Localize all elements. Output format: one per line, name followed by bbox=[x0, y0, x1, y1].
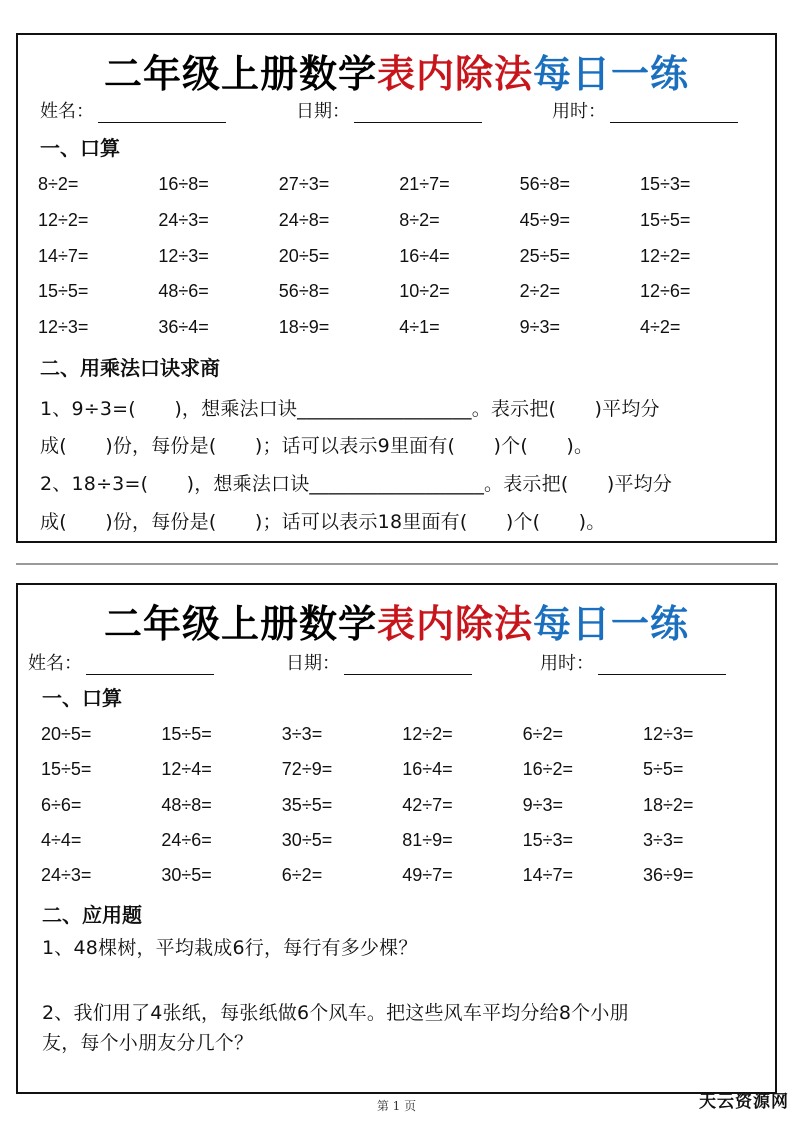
calc-item: 48÷8= bbox=[161, 794, 212, 815]
calc-item: 36÷9= bbox=[643, 865, 694, 886]
title-part-grade: 二年级上册数学 bbox=[103, 602, 377, 646]
calc-item: 42÷7= bbox=[402, 794, 453, 815]
calc-item: 48÷6= bbox=[158, 281, 209, 302]
calc-item: 20÷5= bbox=[41, 724, 92, 744]
date-blank[interactable] bbox=[354, 102, 482, 123]
question-line-3: 2、18÷3=( )，想乘法口诀__________________。表示把( )平均分 bbox=[40, 473, 673, 495]
calc-item: 3÷3= bbox=[281, 724, 323, 744]
time-blank[interactable] bbox=[598, 654, 726, 675]
calc-item: 3÷3= bbox=[643, 829, 684, 850]
date-blank[interactable] bbox=[344, 654, 472, 675]
calc-item: 12÷2= bbox=[38, 209, 89, 230]
calc-item: 56÷8= bbox=[278, 281, 330, 302]
name-field[interactable] bbox=[28, 649, 214, 675]
calc-item: 36÷4= bbox=[158, 317, 209, 338]
calc-item: 9÷3= bbox=[522, 794, 564, 815]
calc-item: 8÷2= bbox=[38, 174, 79, 194]
calc-item: 14÷7= bbox=[38, 245, 89, 266]
page-divider bbox=[16, 563, 778, 565]
calc-item: 15÷5= bbox=[161, 724, 212, 744]
calc-item: 12÷2= bbox=[640, 245, 691, 266]
calc-item: 2÷2= bbox=[519, 281, 561, 302]
calc-item: 10÷2= bbox=[399, 281, 450, 302]
calc-item: 12÷6= bbox=[640, 281, 691, 302]
calc-item: 30÷5= bbox=[281, 829, 333, 850]
calc-item: 12÷3= bbox=[643, 724, 694, 744]
section-heading-oral: 一、口算 bbox=[42, 686, 122, 710]
calc-item: 4÷1= bbox=[399, 317, 440, 338]
question-line-1: 1、9÷3=( )，想乘法口诀__________________。表示把( )平均分 bbox=[40, 398, 660, 420]
info-row bbox=[18, 649, 775, 679]
calc-item: 27÷3= bbox=[278, 174, 330, 194]
date-label: 日期： bbox=[296, 101, 350, 122]
date-field[interactable] bbox=[286, 649, 472, 675]
calc-item: 9÷3= bbox=[519, 317, 561, 338]
calc-item: 35÷5= bbox=[281, 794, 333, 815]
calc-item: 6÷2= bbox=[281, 865, 323, 886]
calc-item: 16÷4= bbox=[399, 245, 450, 266]
calc-item: 24÷8= bbox=[278, 209, 330, 230]
time-field[interactable] bbox=[552, 97, 738, 123]
calc-item: 25÷5= bbox=[519, 245, 571, 266]
calc-item: 15÷3= bbox=[640, 174, 691, 194]
calc-item: 18÷9= bbox=[278, 317, 330, 338]
calc-item: 16÷2= bbox=[522, 759, 574, 780]
name-blank[interactable] bbox=[86, 654, 214, 675]
time-label: 用时： bbox=[552, 101, 606, 122]
calc-item: 81÷9= bbox=[402, 829, 453, 850]
name-label: 姓名： bbox=[28, 653, 82, 674]
calc-item: 56÷8= bbox=[519, 174, 571, 194]
time-blank[interactable] bbox=[610, 102, 738, 123]
calc-item: 24÷3= bbox=[158, 209, 209, 230]
date-field[interactable] bbox=[296, 97, 482, 123]
name-field[interactable] bbox=[40, 97, 226, 123]
calc-item: 16÷4= bbox=[402, 759, 453, 780]
word-problem-2-line-1: 2、我们用了4张纸，每张纸做6个风车。把这些风车平均分给8个小朋 bbox=[42, 1002, 629, 1024]
calc-item: 18÷2= bbox=[643, 794, 694, 815]
calc-item: 6÷2= bbox=[522, 724, 564, 744]
title-part-topic: 表内除法 bbox=[376, 52, 533, 96]
calc-item: 12÷4= bbox=[161, 759, 212, 780]
title-part-daily: 每日一练 bbox=[533, 602, 690, 646]
calc-item: 5÷5= bbox=[643, 759, 684, 780]
calc-item: 15÷5= bbox=[38, 281, 89, 302]
calc-item: 12÷2= bbox=[402, 724, 453, 744]
calc-item: 15÷3= bbox=[522, 829, 574, 850]
calc-item: 15÷5= bbox=[41, 759, 92, 780]
section-heading-oral: 一、口算 bbox=[40, 136, 120, 160]
word-problem-1: 1、48棵树，平均栽成6行，每行有多少棵？ bbox=[42, 937, 418, 959]
question-line-4: 成( )份，每份是( )；话可以表示18里面有( )个( )。 bbox=[40, 511, 606, 533]
calc-item: 21÷7= bbox=[399, 174, 450, 194]
calc-item: 8÷2= bbox=[399, 209, 440, 230]
worksheet-title bbox=[18, 593, 775, 648]
page-number: 第 1 页 bbox=[376, 1099, 417, 1113]
calc-item: 14÷7= bbox=[522, 865, 574, 886]
calc-item: 30÷5= bbox=[161, 865, 212, 886]
worksheet-1 bbox=[16, 33, 777, 543]
info-row bbox=[18, 97, 775, 127]
time-field[interactable] bbox=[540, 649, 726, 675]
calc-item: 6÷6= bbox=[41, 794, 82, 815]
word-problem-2-line-2: 友，每个小朋友分几个？ bbox=[42, 1032, 254, 1054]
calc-item: 12÷3= bbox=[158, 245, 209, 266]
calc-item: 15÷5= bbox=[640, 209, 691, 230]
title-part-daily: 每日一练 bbox=[533, 52, 690, 96]
calc-item: 24÷6= bbox=[161, 829, 212, 850]
time-label: 用时： bbox=[540, 653, 594, 674]
title-part-grade: 二年级上册数学 bbox=[103, 52, 377, 96]
section-heading-multiplication: 二、用乘法口诀求商 bbox=[40, 356, 220, 380]
calc-item: 72÷9= bbox=[281, 759, 333, 780]
calc-item: 49÷7= bbox=[402, 865, 453, 886]
watermark: 天云资源网 bbox=[699, 1092, 789, 1112]
name-blank[interactable] bbox=[98, 102, 226, 123]
date-label: 日期： bbox=[286, 653, 340, 674]
calc-item: 45÷9= bbox=[519, 209, 571, 230]
title-part-topic: 表内除法 bbox=[376, 602, 533, 646]
section-heading-word-problems: 二、应用题 bbox=[42, 903, 142, 927]
worksheet-2 bbox=[16, 583, 777, 1094]
calc-item: 20÷5= bbox=[278, 245, 330, 266]
calc-item: 12÷3= bbox=[38, 317, 89, 338]
calc-item: 16÷8= bbox=[158, 174, 209, 194]
calc-item: 4÷2= bbox=[640, 317, 681, 338]
worksheet-title bbox=[18, 43, 775, 98]
calc-item: 24÷3= bbox=[41, 865, 92, 886]
question-line-2: 成( )份，每份是( )；话可以表示9里面有( )个( )。 bbox=[40, 435, 594, 457]
calc-item: 4÷4= bbox=[41, 829, 82, 850]
name-label: 姓名： bbox=[40, 101, 94, 122]
